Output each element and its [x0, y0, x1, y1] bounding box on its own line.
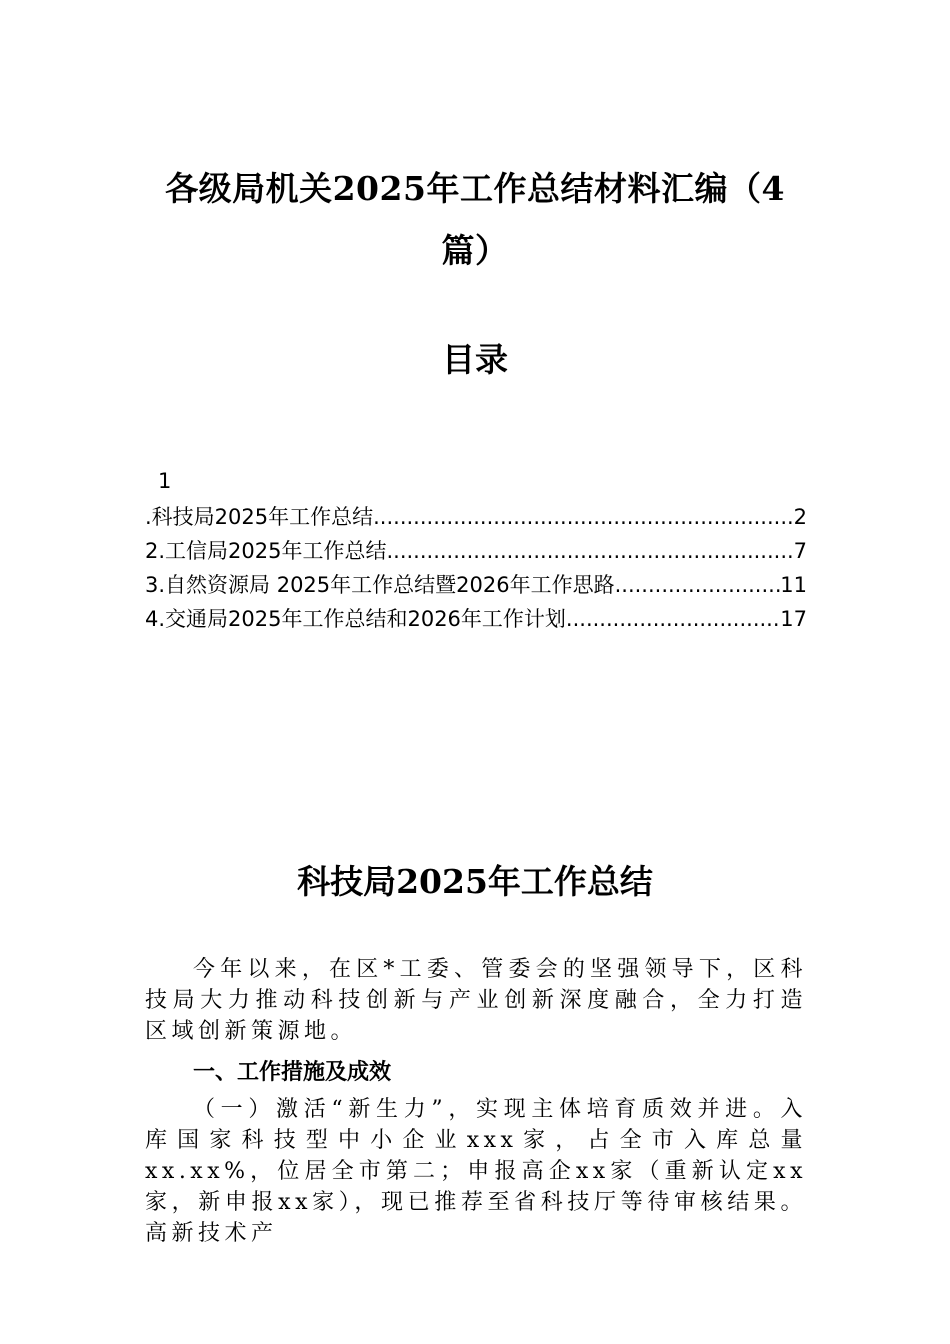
toc-entry-label: 2.工信局2025年工作总结 — [145, 539, 387, 563]
table-of-contents — [145, 466, 807, 636]
toc-heading: 目录 — [442, 340, 508, 379]
toc-entry-label: 3.自然资源局 2025年工作总结暨2026年工作思路 — [145, 573, 615, 597]
toc-entry-page: 11 — [780, 573, 807, 597]
toc-entry-page: 7 — [793, 539, 807, 563]
toc-entry[interactable] — [145, 534, 807, 568]
toc-leader-dots — [566, 602, 780, 636]
toc-entry-label: 4.交通局2025年工作总结和2026年工作计划 — [145, 607, 566, 631]
intro-paragraph: 今年以来，在区*工委、管委会的坚强领导下，区科技局大力推动科技创新与产业创新深度融合，全力打造区域创新策源地。 — [145, 957, 807, 1044]
toc-entry[interactable] — [145, 602, 807, 636]
toc-entry-page: 2 — [793, 505, 807, 529]
toc-entry-number: 1 — [158, 469, 172, 493]
toc-entry[interactable] — [145, 500, 807, 534]
toc-entry-label: .科技局2025年工作总结 — [145, 505, 374, 529]
document-title: 各级局机关2025年工作总结材料汇编（4篇） — [165, 169, 785, 270]
toc-leader-dots — [386, 534, 793, 568]
body-paragraph: （一）激活“新生力”，实现主体培育质效并进。入库国家科技型中小企业xxx家，占全市入库总量xx.xx%，位居全市第二；申报高企xx家（重新认定xx家，新申报xx家），现已推荐至省科技厅等待审核结果。高新技术产 — [145, 1097, 807, 1246]
toc-leader-dots — [615, 568, 781, 602]
toc-leader-dots — [373, 500, 794, 534]
toc-entry-page: 17 — [780, 607, 807, 631]
section-heading: 一、工作措施及成效 — [193, 1060, 392, 1085]
toc-entry[interactable] — [145, 568, 807, 602]
section-title: 科技局2025年工作总结 — [297, 862, 653, 901]
